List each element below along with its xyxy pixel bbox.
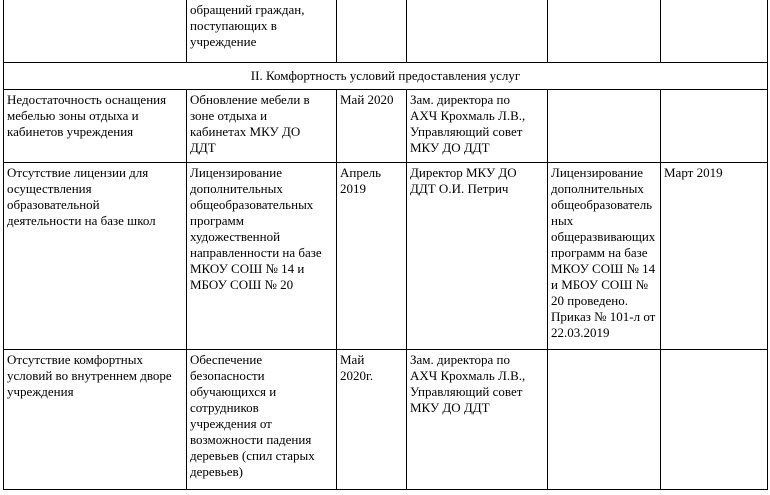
cell-actual-date — [661, 0, 768, 62]
cell-problem: Отсутствие комфортных условий во внутреннем дворе учреждения — [4, 349, 187, 489]
cell-result: Лицензирование дополнительных общеобразователь ных общеразвивающих программ на базе МКОУ СОШ № 14 и МБОУ СОШ № 20 проведено. Приказ № 101-л от 22.03.2019 — [548, 162, 661, 349]
cell-responsible: Зам. директора по АХЧ Крохмаль Л.В., Управляющий совет МКУ ДО ДДТ — [407, 89, 548, 162]
table-row — [4, 89, 768, 162]
cell-measure: Лицензирование дополнительных общеобразовательных программ художественной направленности на базе МКОУ СОШ № 14 и МБОУ СОШ № 20 — [187, 162, 337, 349]
table-row-continued — [4, 0, 768, 62]
cell-measure: обращений граждан, поступающих в учреждение — [187, 0, 337, 62]
cell-problem — [4, 0, 187, 62]
table-row — [4, 349, 768, 489]
cell-responsible: Зам. директора по АХЧ Крохмаль Л.В., Управляющий совет МКУ ДО ДДТ — [407, 349, 548, 489]
cell-result — [548, 0, 661, 62]
cell-problem: Недостаточность оснащения мебелью зоны отдыха и кабинетов учреждения — [4, 89, 187, 162]
cell-actual-date — [661, 89, 768, 162]
measures-table — [3, 0, 768, 490]
cell-result — [548, 89, 661, 162]
cell-actual-date: Март 2019 — [661, 162, 768, 349]
cell-deadline: Май 2020 — [337, 89, 407, 162]
cell-responsible: Директор МКУ ДО ДДТ О.И. Петрич — [407, 162, 548, 349]
cell-deadline: Май 2020г. — [337, 349, 407, 489]
cell-deadline — [337, 0, 407, 62]
cell-problem: Отсутствие лицензии для осуществления образовательной деятельности на базе школ — [4, 162, 187, 349]
section-header: II. Комфортность условий предоставления услуг — [4, 62, 768, 89]
cell-responsible — [407, 0, 548, 62]
cell-measure: Обеспечение безопасности обучающихся и сотрудников учреждения от возможности падения деревьев (спил старых деревьев) — [187, 349, 337, 489]
cell-result — [548, 349, 661, 489]
cell-deadline: Апрель 2019 — [337, 162, 407, 349]
section-header-row — [4, 62, 768, 89]
cell-measure: Обновление мебели в зоне отдыха и кабинетах МКУ ДО ДДТ — [187, 89, 337, 162]
table-row — [4, 162, 768, 349]
cell-actual-date — [661, 349, 768, 489]
